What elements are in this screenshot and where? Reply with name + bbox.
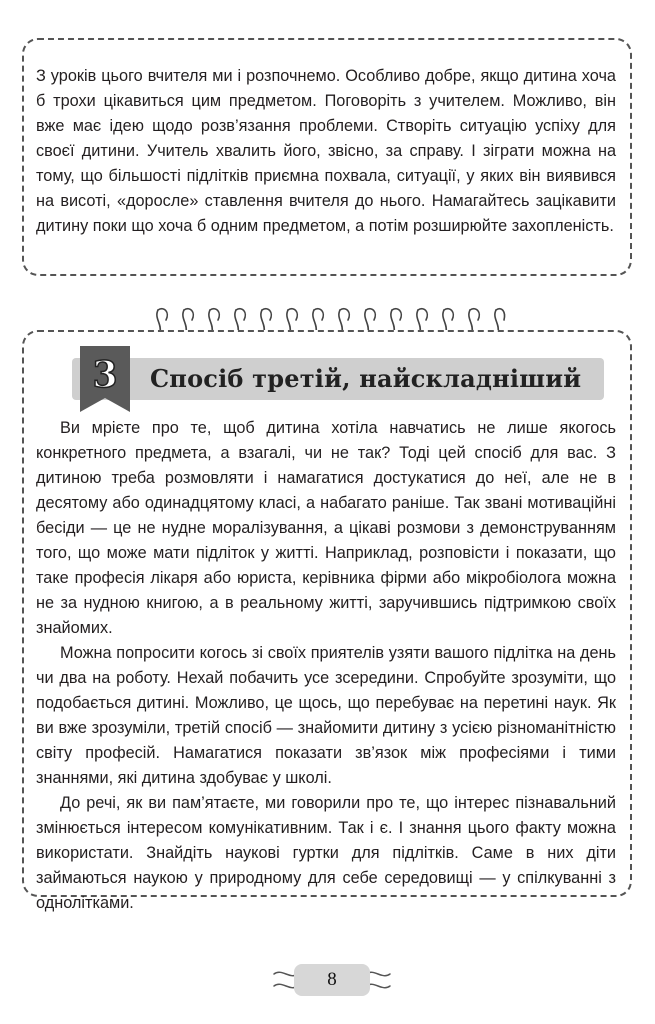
paragraph: З уроків цього вчителя ми і розпочнемо. Особливо добре, якщо дитина хоча б трохи цікавиться цим предметом. Поговоріть з учителем. Можливо, він вже має ідею щодо розв’язання проблеми. Створіть ситуацію успіху для своєї дитини. Учитель хвалить його, звісно, за справу. І зіграти можна на тому, що більшості підлітків приємна похвала, ситуації, у яких він виявився на висоті, «доросле» ставлення вчителя до нього. Намагайтесь зацікавити дитину поки що хоча б одним предметом, а потім розширюйте захопленість. xyxy=(36,67,616,235)
text-box-top xyxy=(22,38,632,276)
text-box-top-content xyxy=(36,64,616,239)
paragraph: До речі, як ви пам’ятаєте, ми говорили про те, що інтерес пізнавальний змінюється інтересом комунікативним. Так і є. І знання цього факту можна використати. Знайдіть наукові гуртки для підлітків. Саме в них діти займаються наукою у природному для себе середовищі — у спілкуванні з однолітками. xyxy=(36,794,616,912)
paragraph: Ви мрієте про те, щоб дитина хотіла навчатись не лише якогось конкретного предмета, а взагалі, чи не так? Тоді цей спосіб для вас. З дитиною треба розмовляти і намагатися достукатися до неї, але не в десятому або одинадцятому класі, а набагато раніше. Так звані мотиваційні бесіди — це не нудне моралізування, а цікаві розмови з демонструванням того, що може мати підліток у житті. Наприклад, розповісти і показати, що таке професія лікаря або юриста, керівника фірми або мікробіолога можна не за нудною книгою, а в реальному житті, заручившись підтримкою своїх знайомих. xyxy=(36,419,616,637)
page-number-badge xyxy=(272,960,392,1000)
paragraph: Можна попросити когось зі своїх приятелів узяти вашого підлітка на день чи два на роботу. Нехай побачить усе зсередини. Спробуйте зрозуміти, що подобається дитині. Можливо, це щось, що перебуває на перетині наук. Як ви вже зрозуміли, третій спосіб — знайомити дитину з усією різноманітністю світу професій. Намагатися показати зв’язок між професіями і тими знаннями, які дитина здобуває у школі. xyxy=(36,644,616,787)
page-number: 8 xyxy=(327,969,337,990)
section-number: 3 xyxy=(92,354,118,396)
section-content xyxy=(36,416,616,916)
section-heading-banner xyxy=(72,352,604,404)
section-title: Спосіб третій, найскладніший xyxy=(150,364,582,393)
